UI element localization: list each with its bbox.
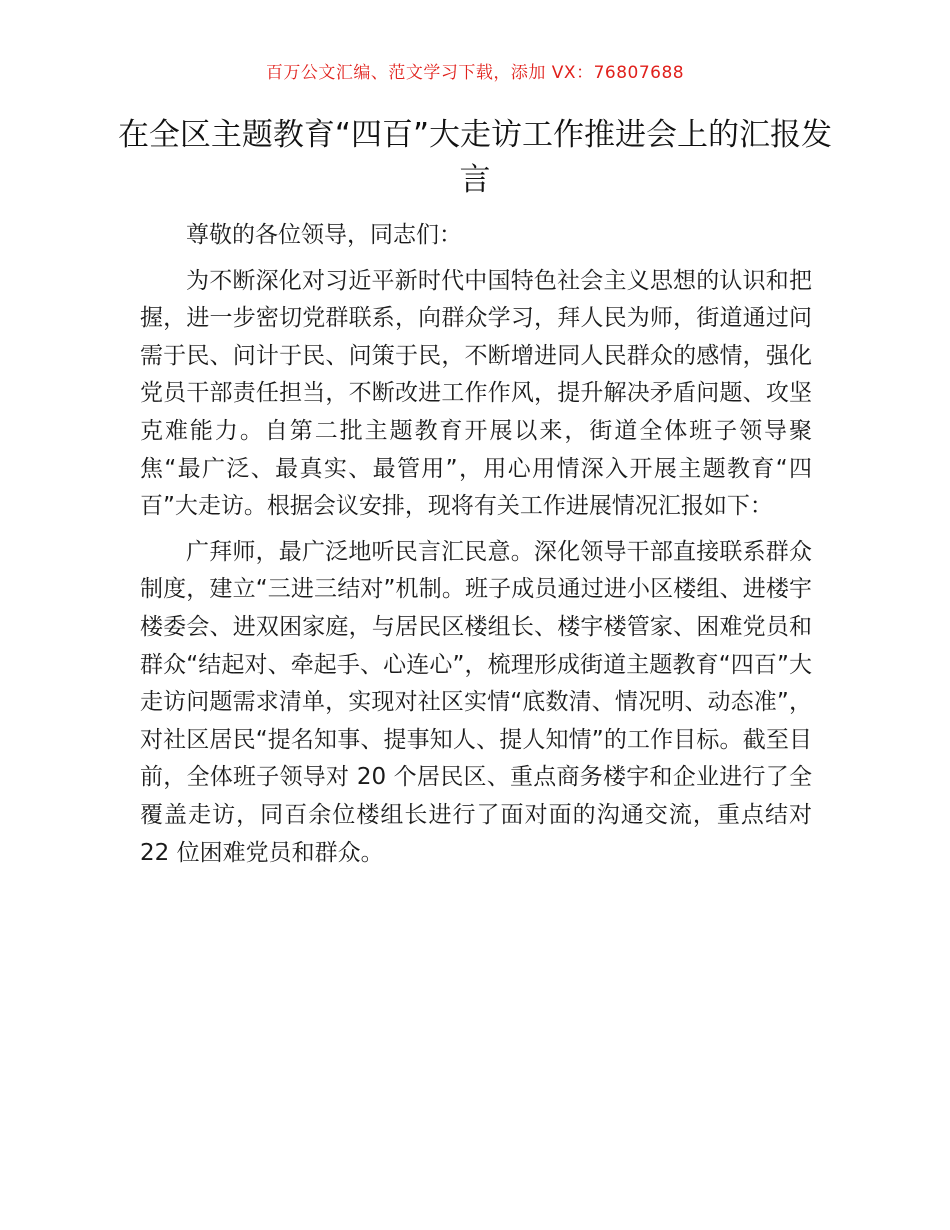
paragraph-2: 广拜师，最广泛地听民言汇民意。深化领导干部直接联系群众制度，建立“三进三结对”机制。班子成员通过进小区楼组、进楼宇楼委会、进双困家庭，与居民区楼组长、楼宇楼管家、困难党员和群众“结起对、牵起手、心连心”，梳理形成街道主题教育“四百”大走访问题需求清单，实现对社区实情“底数清、情况明、动态准”，对社区居民“提名知事、提事知人、提人知情”的工作目标。截至目前，全体班子领导对 20 个居民区、重点商务楼宇和企业进行了全覆盖走访，同百余位楼组长进行了面对面的沟通交流，重点结对 22 位困难党员和群众。 xyxy=(140,538,812,866)
salutation: 尊敬的各位领导，同志们： xyxy=(186,222,462,248)
document-body xyxy=(140,217,812,880)
paragraph-1: 为不断深化对习近平新时代中国特色社会主义思想的认识和把握，进一步密切党群联系，向群众学习，拜人民为师，街道通过问需于民、问计于民、问策于民，不断增进同人民群众的感情，强化党员干部责任担当，不断改进工作作风，提升解决矛盾问题、攻坚克难能力。自第二批主题教育开展以来，街道全体班子领导聚焦“最广泛、最真实、最管用”，用心用情深入开展主题教育“四百”大走访。根据会议安排，现将有关工作进展情况汇报如下： xyxy=(140,267,812,520)
header-note: 百万公文汇编、范文学习下载，添加 VX：76807688 xyxy=(265,63,685,83)
document-title: 在全区主题教育“四百”大走访工作推进会上的汇报发言 xyxy=(117,117,833,198)
